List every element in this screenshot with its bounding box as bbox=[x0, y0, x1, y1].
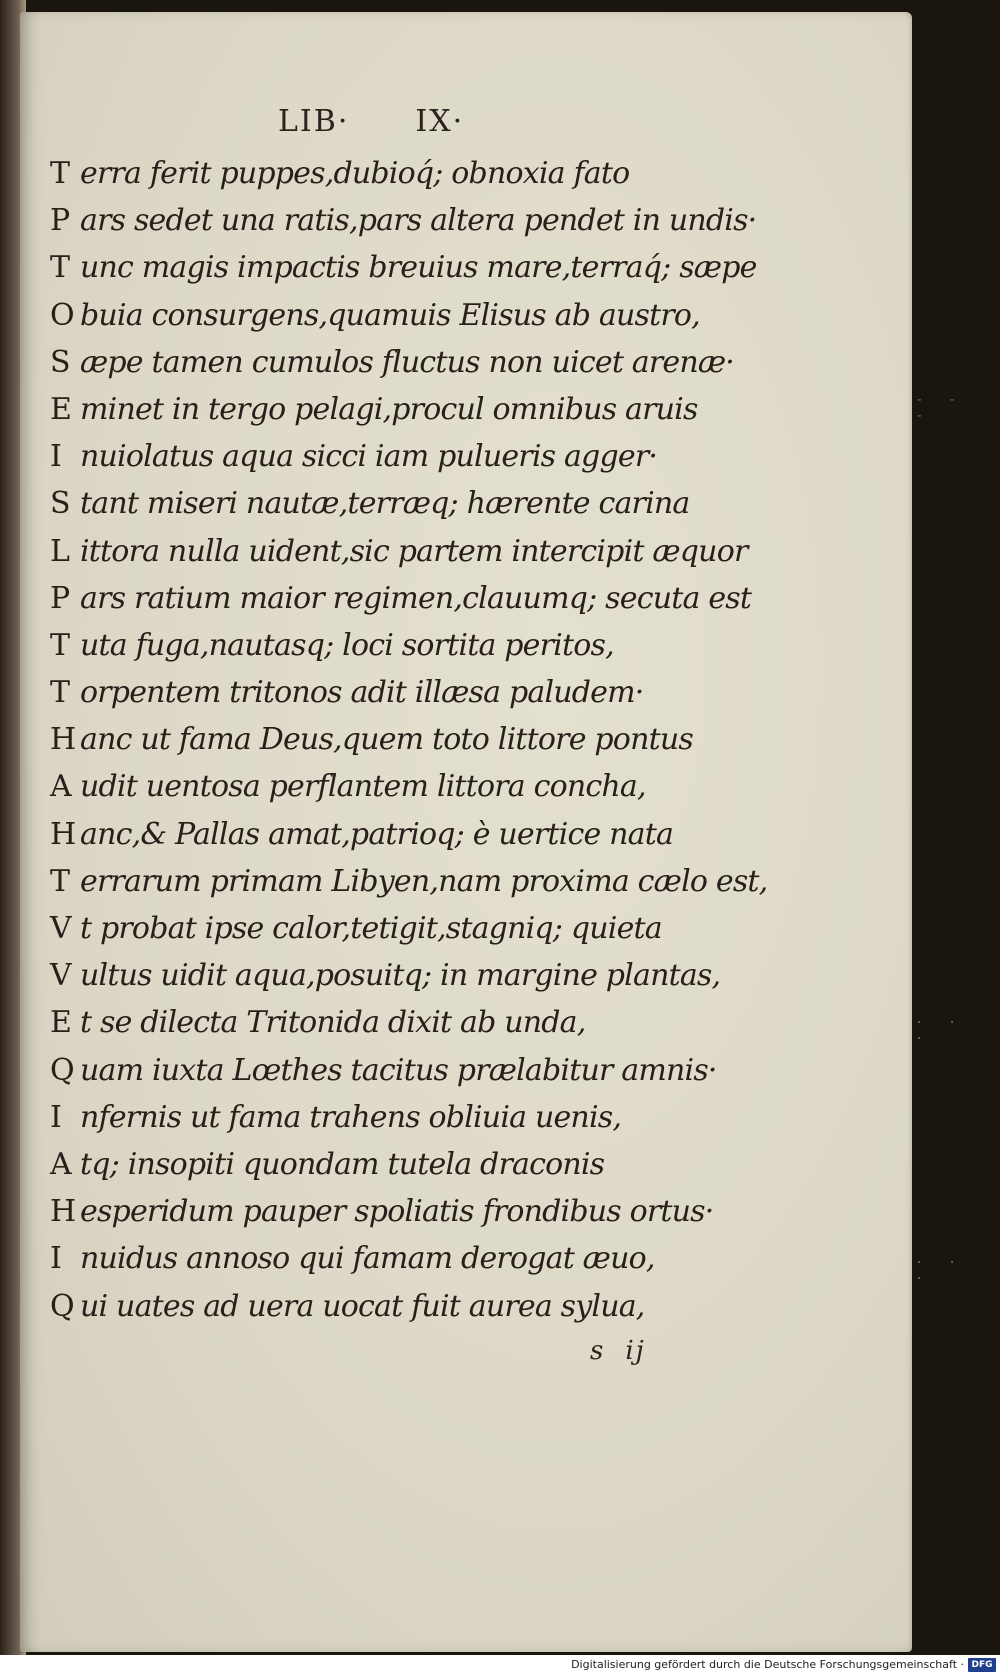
verse-text: t se dilecta Tritonida dixit ab unda, bbox=[80, 1005, 586, 1041]
verse-text: ui uates ad uera uocat fuit aurea sylua, bbox=[80, 1288, 645, 1324]
verse-text: uam iuxta Lœthes tacitus prælabitur amnis· bbox=[80, 1052, 717, 1088]
gutter-mark: · · · bbox=[915, 1015, 965, 1047]
verse-initial: P bbox=[50, 203, 70, 239]
verse-text: ars ratium maior regimen,clauumq; secuta est bbox=[80, 580, 752, 616]
signature-letter: s bbox=[590, 1336, 606, 1366]
verse-text: uta fuga,nautasq; loci sortita peritos, bbox=[80, 627, 614, 663]
verse-initial: A bbox=[50, 769, 71, 805]
verse-text: errarum primam Libyen,nam proxima cælo est, bbox=[80, 863, 768, 899]
verse-line bbox=[50, 244, 757, 291]
verse-text: udit uentosa perflantem littora concha, bbox=[80, 769, 646, 805]
verse-text: t probat ipse calor,tetigit,stagniq; quieta bbox=[80, 911, 662, 946]
verse-initial: E bbox=[50, 391, 72, 427]
verse-text: nuiolatus aqua sicci iam pulueris agger· bbox=[80, 439, 658, 475]
verse-text: minet in tergo pelagi,procul omnibus aruis bbox=[80, 391, 698, 427]
gutter-mark: - - - bbox=[915, 392, 965, 424]
verse-initial: T bbox=[50, 627, 70, 663]
verse-initial: T bbox=[50, 675, 70, 711]
verse-line bbox=[50, 716, 710, 763]
verse-initial: H bbox=[50, 722, 76, 758]
verse-text: anc ut fama Deus,quem toto littore pontus bbox=[80, 722, 693, 758]
verse-line bbox=[50, 1047, 717, 1094]
verse-text: buia consurgens,quamuis Elisus ab austro, bbox=[80, 297, 700, 333]
running-header bbox=[278, 104, 578, 139]
verse-text: ittora nulla uident,sic partem intercipit æquor bbox=[80, 533, 748, 569]
verse-line bbox=[50, 763, 710, 810]
verse-line bbox=[50, 669, 710, 716]
gutter-mark: · · · bbox=[915, 1255, 965, 1287]
verse-line bbox=[50, 575, 752, 622]
verse-text: orpentem tritonos adit illæsa paludem· bbox=[80, 675, 644, 711]
verse-initial: L bbox=[50, 533, 70, 569]
verse-text: tant miseri nautæ,terræq; hærente carina bbox=[80, 486, 690, 522]
verse-line bbox=[50, 150, 710, 197]
book-number: IX· bbox=[415, 104, 465, 139]
verse-initial: H bbox=[50, 816, 76, 852]
verse-line bbox=[50, 339, 735, 386]
verse-initial: I bbox=[50, 1241, 62, 1277]
signature-mark bbox=[590, 1336, 646, 1366]
verse-text: ultus uidit aqua,posuitq; in margine plantas, bbox=[80, 958, 721, 994]
verse-initial: S bbox=[50, 344, 70, 380]
footer-bar bbox=[0, 1655, 1000, 1675]
verse-line bbox=[50, 1141, 710, 1188]
verse-initial: Q bbox=[50, 1288, 74, 1324]
verse-line bbox=[50, 1235, 710, 1282]
verse-initial: E bbox=[50, 1005, 72, 1041]
verse-initial: V bbox=[50, 958, 71, 994]
verse-line bbox=[50, 905, 710, 952]
verse-line bbox=[50, 197, 757, 244]
verse-line bbox=[50, 292, 710, 339]
verse-initial: T bbox=[50, 250, 70, 286]
verse-line bbox=[50, 952, 721, 999]
verse-initial: T bbox=[50, 863, 70, 899]
funding-credit: Digitalisierung gefördert durch die Deutsche Forschungsgemeinschaft · bbox=[571, 1658, 964, 1671]
verse-line bbox=[50, 528, 748, 575]
verse-text: erra ferit puppes,dubioq́; obnoxia fato bbox=[80, 156, 630, 191]
verse-text: ars sedet una ratis,pars altera pendet in undis· bbox=[80, 203, 757, 239]
verse-line bbox=[50, 858, 768, 905]
verse-initial: O bbox=[50, 297, 74, 333]
verse-line bbox=[50, 1188, 714, 1235]
verse-initial: A bbox=[50, 1146, 71, 1182]
verse-list bbox=[50, 150, 768, 1330]
verse-text: esperidum pauper spoliatis frondibus ortus· bbox=[80, 1194, 714, 1230]
verse-line bbox=[50, 1094, 710, 1141]
verse-line bbox=[50, 622, 710, 669]
verse-text: tq; insopiti quondam tutela draconis bbox=[80, 1146, 605, 1182]
verse-text: anc,& Pallas amat,patrioq; è uertice nata bbox=[80, 816, 674, 852]
verse-line bbox=[50, 386, 710, 433]
verse-text: unc magis impactis breuius mare,terraq́; sæpe bbox=[80, 250, 757, 286]
verse-initial: S bbox=[50, 486, 70, 522]
verse-initial: T bbox=[50, 156, 70, 191]
signature-numeral: ij bbox=[625, 1336, 646, 1366]
book-label: LIB· bbox=[278, 104, 350, 139]
verse-initial: P bbox=[50, 580, 70, 616]
verse-text: nfernis ut fama trahens obliuia uenis, bbox=[80, 1099, 622, 1135]
verse-line bbox=[50, 999, 710, 1046]
dfg-logo: DFG bbox=[968, 1658, 996, 1672]
verse-line bbox=[50, 811, 710, 858]
verse-text: æpe tamen cumulos fluctus non uicet arenæ· bbox=[80, 344, 735, 380]
verse-initial: Q bbox=[50, 1052, 74, 1088]
verse-initial: H bbox=[50, 1194, 76, 1230]
verse-line bbox=[50, 480, 710, 527]
verse-initial: V bbox=[50, 911, 71, 946]
verse-initial: I bbox=[50, 439, 62, 475]
verse-text: nuidus annoso qui famam derogat æuo, bbox=[80, 1241, 655, 1277]
verse-line bbox=[50, 433, 710, 480]
verse-line bbox=[50, 1283, 710, 1330]
verse-initial: I bbox=[50, 1099, 62, 1135]
